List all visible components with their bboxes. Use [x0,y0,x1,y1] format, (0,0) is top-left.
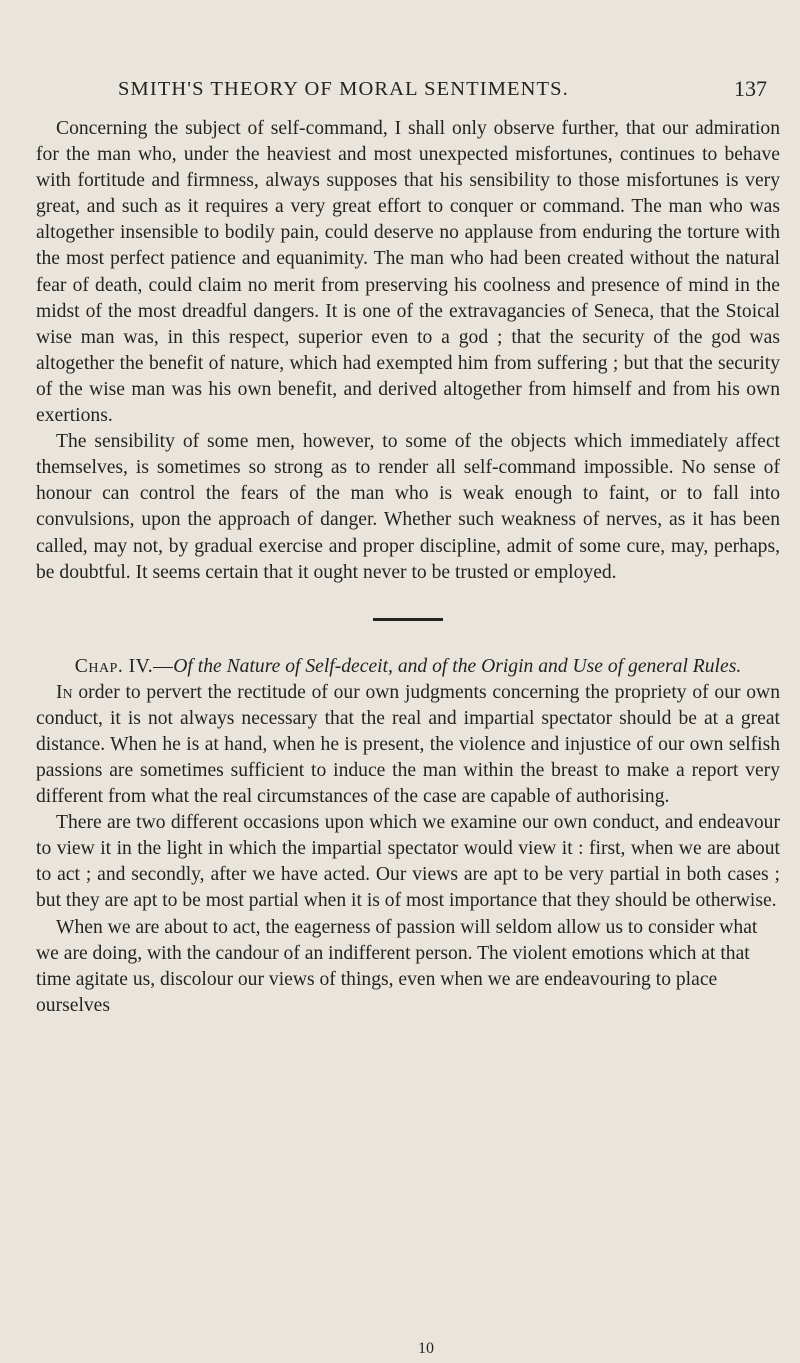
paragraph-sensibility: The sensibility of some men, however, to some of the objects which immediately affect themselves, is sometimes so strong as to render all self-command impossible. No sense of honour can control the fears of the man who is weak enough to faint, or to fall into convulsions, upon the approach of danger. Whether such weakness of nerves, as it has been called, may not, by gradual exercise and proper discipline, admit of some cure, may, perhaps, be doubtful. It seems certain that it ought never to be trusted or employed. [36,431,780,583]
page-number: 137 [734,76,767,101]
body-text [36,116,780,1019]
paragraph-text: order to pervert the rectitude of our own judgments concerning the propriety of our own conduct, it is not always necessary that the real and impartial spectator should be at a great distance. When he is at hand, when he is present, the violence and injustice of our own selfish passions are sometimes sufficient to induce the man within the breast to make a report very different from what the real circumstances of the case are capable of authorising. [36,681,780,808]
running-title: SMITH'S THEORY OF MORAL SENTIMENTS. [118,78,569,100]
chapter-title: Of the Nature of Self-deceit, and of the Origin and Use of general Rules. [173,655,742,677]
chapter-heading [36,654,780,680]
paragraph-about-to-act: When we are about to act, the eagerness of passion will seldom allow us to consider what we are doing, with the candour of an indifferent person. The violent emotions which at that time agitate us, discolour our views of things, even when we are endeavouring to place ourselves [36,916,758,1016]
paragraph-pervert-rectitude [36,680,780,810]
paragraph-self-command: Concerning the subject of self-command, I shall only observe further, that our admiration for the man who, under the heaviest and most unexpected misfortunes, continues to behave with fortitude and firmness, always supposes that his sensibility to those misfortunes is very great, and such as it requires a very great effort to conquer or command. The man who was altogether insensible to bodily pain, could deserve no applause from enduring the torture with the most perfect patience and equanimity. The man who had been created without the natural fear of death, could claim no merit from preserving his coolness and presence of mind in the midst of the most dreadful dangers. It is one of the extravagancies of Seneca, that the Stoical wise man was, in this respect, superior even to a god ; that the security of the god was altogether the benefit of nature, which had exempted him from suffering ; but that the security of the wise man was his own benefit, and derived altogether from himself and from his own exertions. [36,118,780,427]
signature-mark: 10 [418,1340,434,1357]
paragraph-two-occasions: There are two different occasions upon which we examine our own conduct, and endeavour to view it in the light in which the impartial spectator would view it : first, when we are about to act ; and secondly, after we have acted. Our views are apt to be very partial in both cases ; but they are apt to be most partial when it is of most importance that they should be otherwise. [36,812,780,912]
page-header [0,76,800,108]
chapter-label: Chap. IV.— [74,655,174,677]
first-word: In [56,681,73,703]
section-divider [373,618,443,621]
